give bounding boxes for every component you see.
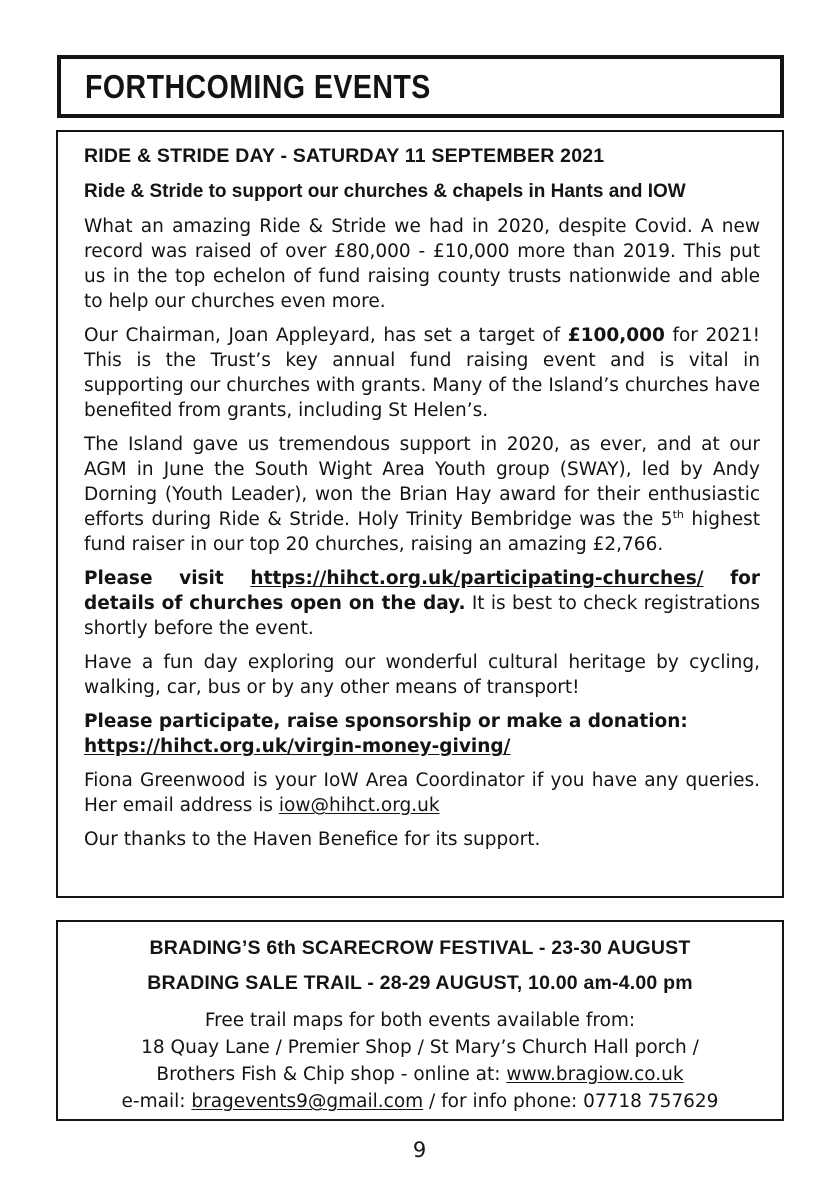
online-line xyxy=(74,1061,766,1088)
article-subtitle: Ride & Stride to support our churches & chapels in Hants and IOW xyxy=(84,181,686,202)
text-run: e-mail: xyxy=(121,1091,192,1112)
text-run: for 2021! This is the Trust’s key annual fund raising event and is vital in supporting our churches with grants. Many of the Island’s churches have benefited from grants, including St Helen’s. xyxy=(84,325,761,421)
contact-line xyxy=(74,1088,766,1115)
paragraph-thanks: Our thanks to the Haven Benefice for its support. xyxy=(84,829,541,850)
text-run: Brothers Fish & Chip shop - online at: xyxy=(156,1064,507,1085)
participating-churches-link[interactable]: https://hihct.org.uk/participating-churches/ xyxy=(250,568,704,589)
text-run: It is best to check registrations shortly before the event. xyxy=(84,593,760,639)
article-title: RIDE & STRIDE DAY - SATURDAY 11 SEPTEMBER 2021 xyxy=(84,145,605,167)
coordinator-email-link[interactable]: iow@hihct.org.uk xyxy=(278,795,440,816)
text-run: highest fund raiser in our top 20 churches, raising an amazing £2,766. xyxy=(84,509,760,555)
paragraph-record-2020: What an amazing Ride & Stride we had in 2020, despite Covid. A new record was raised of over £80,000 - £10,000 more than 2019. This put us in the top echelon of fund raising county trusts nationwide and able to help our churches even more. xyxy=(84,216,760,312)
text-run: Please participate, raise sponsorship or make a donation: xyxy=(84,711,688,732)
text-run: The Island gave us tremendous support in 2020, as ever, and at our AGM in June the South Wight Area Youth group (SWAY), led by Andy Dorning (Youth Leader), won the Brian Hay award for their enthusiastic efforts during Ride & Stride. Holy Trinity Bembridge was the 5 xyxy=(84,434,760,530)
ride-stride-article-box xyxy=(56,130,784,898)
virgin-money-giving-link[interactable]: https://hihct.org.uk/virgin-money-giving/ xyxy=(84,736,511,757)
scarecrow-festival-title: BRADING’S 6th SCARECROW FESTIVAL - 23-30 AUGUST xyxy=(149,937,691,959)
text-run: Fiona Greenwood is your IoW Area Coordinator if you have any queries. Her email address is xyxy=(84,770,760,816)
paragraph-donation xyxy=(84,709,760,759)
page-title: FORTHCOMING EVENTS xyxy=(85,67,431,105)
brading-events-box xyxy=(56,920,784,1121)
text-run: Our Chairman, Joan Appleyard, has set a target of xyxy=(84,325,568,346)
paragraph-participating-churches xyxy=(84,566,760,641)
brag-events-email-link[interactable]: bragevents9@gmail.com xyxy=(191,1091,424,1112)
paragraph-fun-day: Have a fun day exploring our wonderful cultural heritage by cycling, walking, car, bus or by any other means of transport! xyxy=(84,652,760,698)
text-run: Please visit xyxy=(84,568,251,589)
trail-maps-line: Free trail maps for both events available from: xyxy=(204,1010,636,1031)
page-number: 9 xyxy=(412,1138,427,1162)
target-amount: £100,000 xyxy=(567,325,665,346)
ordinal-superscript: th xyxy=(672,507,684,521)
bragiow-website-link[interactable]: www.bragiow.co.uk xyxy=(506,1064,684,1085)
text-run: / for info phone: 07718 757629 xyxy=(423,1091,719,1112)
paragraph-island-support xyxy=(84,432,760,557)
locations-line: 18 Quay Lane / Premier Shop / St Mary’s Church Hall porch / xyxy=(141,1037,699,1058)
paragraph-chairman-target xyxy=(84,323,760,423)
forthcoming-events-banner xyxy=(57,55,784,118)
text-run: for details of churches open on the day. xyxy=(84,568,761,614)
paragraph-coordinator xyxy=(84,768,760,818)
sale-trail-title: BRADING SALE TRAIL - 28-29 AUGUST, 10.00 am-4.00 pm xyxy=(147,972,693,994)
